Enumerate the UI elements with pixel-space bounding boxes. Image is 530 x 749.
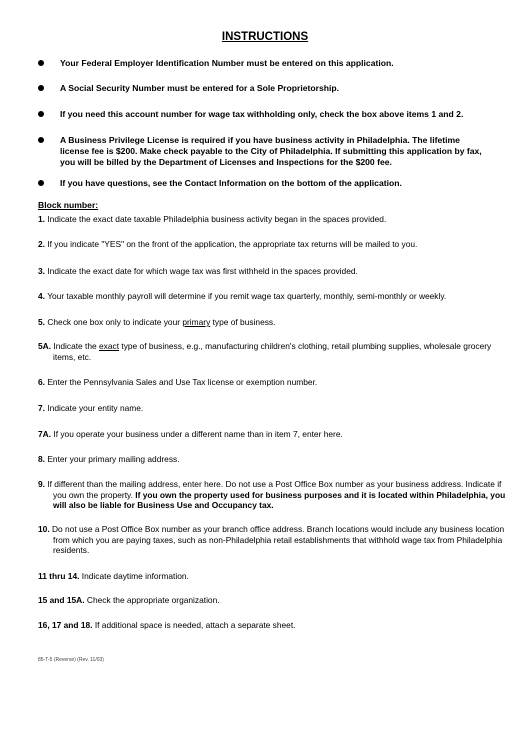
item-text: Indicate daytime information. [81,571,189,581]
bullet-dot-icon [38,85,44,91]
block-number-heading: Block number: [38,200,99,210]
item-text: If you indicate "YES" on the front of the application, the appropriate tax returns will be mailed to you. [47,239,418,249]
item-number: 3. [38,266,45,276]
bullet-item [38,178,402,189]
item-number: 5. [38,317,45,327]
block-item-1 [38,214,498,225]
item-number: 2. [38,239,45,249]
item-number: 8. [38,454,45,464]
item-text: Enter the Pennsylvania Sales and Use Tax license or exemption number. [47,377,318,387]
item-text: Enter your primary mailing address. [47,454,180,464]
block-item-2 [38,239,498,250]
block-item-8 [38,454,498,465]
item-number: 1. [38,214,45,224]
block-item-7 [38,403,498,414]
block-item-6 [38,377,498,388]
item-text: Your taxable monthly payroll will determine if you remit wage tax quarterly, monthly, semi-monthly or weekly. [47,291,447,301]
item-text: Indicate the exact date for which wage tax was first withheld in the spaces provided. [47,266,358,276]
item-number: 16, 17 and 18. [38,620,93,630]
block-item-7a [38,429,498,440]
bullet-text: If you need this account number for wage tax withholding only, check the box above items 1 and 2. [60,109,464,119]
item-bold-text: If you own the property used for business purposes and it is located within Philadelphia, you will also be liable for Business Use and Occupancy tax. [53,489,506,510]
item-number: 11 thru 14. [38,571,80,581]
item-number: 10. [38,524,50,534]
bullet-text: A Social Security Number must be entered for a Sole Proprietorship. [60,83,340,93]
item-text: Indicate the exact date taxable Philadelphia business activity began in the spaces provided. [47,214,387,224]
item-text: If different than the mailing address, enter here. Do not use a Post Office Box number as your business address. Indicate if you own the property. [47,479,502,500]
item-number: 7. [38,403,45,413]
item-text: If you operate your business under a different name than in item 7, enter here. [53,429,343,439]
bullet-item [38,83,339,94]
block-item-3 [38,266,498,277]
bullet-item [38,135,488,168]
item-text: Indicate your entity name. [47,403,144,413]
item-emphasis: primary [182,317,211,327]
item-number: 6. [38,377,45,387]
block-item-10 [38,524,513,556]
block-item-5a [38,341,513,362]
bullet-item [38,58,394,69]
block-item-16 [38,620,498,631]
page-title: INSTRUCTIONS [221,31,309,43]
item-number: 15 and 15A. [38,595,85,605]
bullet-item [38,109,463,120]
item-text: Indicate the [53,341,97,351]
form-footer-code: 85-T-5 (Reverse) (Rev. 11/03) [38,657,104,663]
item-number: 5A. [38,341,52,351]
bullet-text: If you have questions, see the Contact Information on the bottom of the application. [60,178,402,188]
bullet-dot-icon [38,111,44,117]
block-item-4 [38,291,498,302]
item-text: If additional space is needed, attach a separate sheet. [94,620,296,630]
item-number: 9. [38,479,45,489]
item-number: 4. [38,291,45,301]
item-text-tail: type of business. [212,317,276,327]
block-item-5 [38,317,498,328]
bullet-text: Your Federal Employer Identification Number must be entered on this application. [60,58,394,68]
item-text: Do not use a Post Office Box number as your branch office address. Branch locations would include any business location from which you are paying taxes, such as non-Philadelphia retail establishments that withhold wage tax from Philadelphia residents. [51,524,505,555]
block-item-11 [38,571,498,582]
item-text: Check one box only to indicate your [47,317,181,327]
bullet-text: A Business Privilege License is required if you have business activity in Philadelphia. The lifetime license fee is $200. Make check payable to the City of Philadelphia. If submitting this application by fax, you will be billed by the Department of Licenses and Inspections for the $200 fee. [60,135,482,167]
block-item-9 [38,479,513,511]
item-text: Check the appropriate organization. [86,595,220,605]
item-emphasis: exact [99,341,120,351]
bullet-dot-icon [38,60,44,66]
bullet-dot-icon [38,180,44,186]
block-item-15 [38,595,498,606]
item-text-tail: type of business, e.g., manufacturing children's clothing, retail plumbing supplies, wholesale grocery items, etc. [53,341,492,362]
item-number: 7A. [38,429,52,439]
bullet-dot-icon [38,137,44,143]
